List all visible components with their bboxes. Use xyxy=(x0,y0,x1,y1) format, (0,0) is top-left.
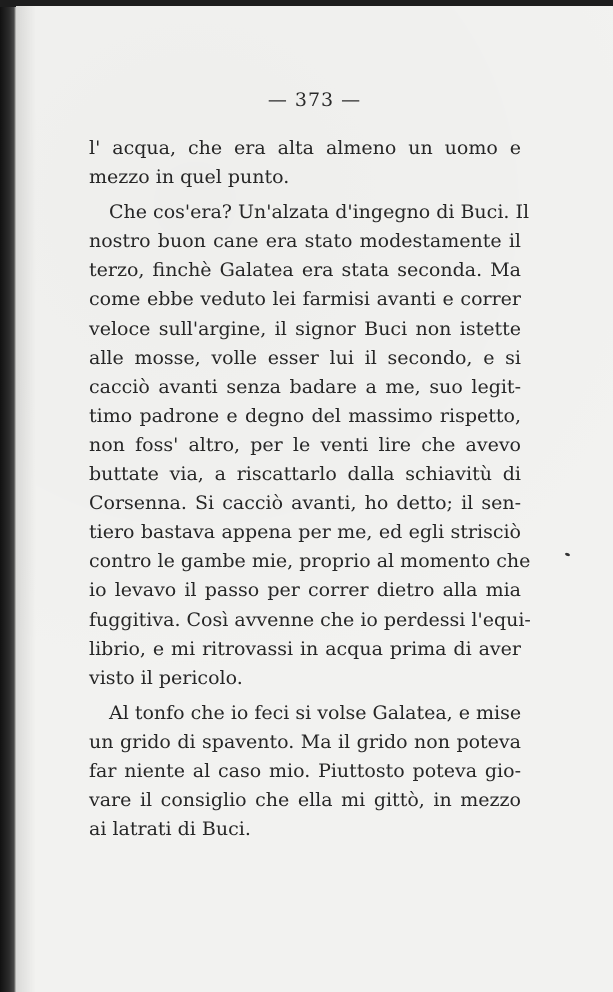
text-line: Al tonfo che io feci si volse Galatea, e mise xyxy=(109,701,522,724)
text-line: contro le gambe mie, proprio al momento che xyxy=(89,550,531,573)
text-line: cacciò avanti senza badare a me, suo legit- xyxy=(89,375,521,398)
page-number: — 373 — xyxy=(267,89,362,111)
text-line: come ebbe veduto lei farmisi avanti e correr xyxy=(89,288,521,311)
page-body-text xyxy=(89,134,531,844)
text-line: timo padrone e degno del massimo rispetto, xyxy=(89,404,521,427)
text-line: tiero bastava appena per me, ed egli strisciò xyxy=(89,521,521,544)
text-line: librio, e mi ritrovassi in acqua prima di aver xyxy=(89,637,521,660)
text-line: buttate via, a riscattarlo dalla schiavitù di xyxy=(89,463,521,486)
text-line: l' acqua, che era alta almeno un uomo e xyxy=(89,137,521,159)
text-line: fuggitiva. Così avvenne che io perdessi l'equi- xyxy=(89,608,531,631)
text-line: ai latrati di Buci. xyxy=(89,818,251,841)
text-line: Che cos'era? Un'alzata d'ingegno di Buci. Il xyxy=(109,201,530,224)
text-line: nostro buon cane era stato modestamente il xyxy=(89,230,521,253)
text-line: Corsenna. Si cacciò avanti, ho detto; il sen- xyxy=(89,492,521,515)
text-line: far niente al caso mio. Piuttosto poteva gio- xyxy=(89,759,521,782)
book-page xyxy=(16,6,613,992)
text-line: io levavo il passo per correr dietro alla mia xyxy=(89,579,521,602)
text-line: non foss' altro, per le venti lire che avevo xyxy=(89,433,521,456)
ink-speck xyxy=(565,552,571,557)
book-spine-shadow xyxy=(0,0,16,992)
text-line: alle mosse, volle esser lui il secondo, e si xyxy=(89,346,521,369)
text-line: vare il consiglio che ella mi gittò, in mezzo xyxy=(89,789,521,812)
text-line: visto il pericolo. xyxy=(89,666,243,689)
text-line: mezzo in quel punto. xyxy=(89,166,290,189)
text-line: terzo, finchè Galatea era stata seconda. Ma xyxy=(89,259,521,282)
text-line: veloce sull'argine, il signor Buci non istette xyxy=(89,317,521,340)
text-line: un grido di spavento. Ma il grido non poteva xyxy=(89,730,521,753)
